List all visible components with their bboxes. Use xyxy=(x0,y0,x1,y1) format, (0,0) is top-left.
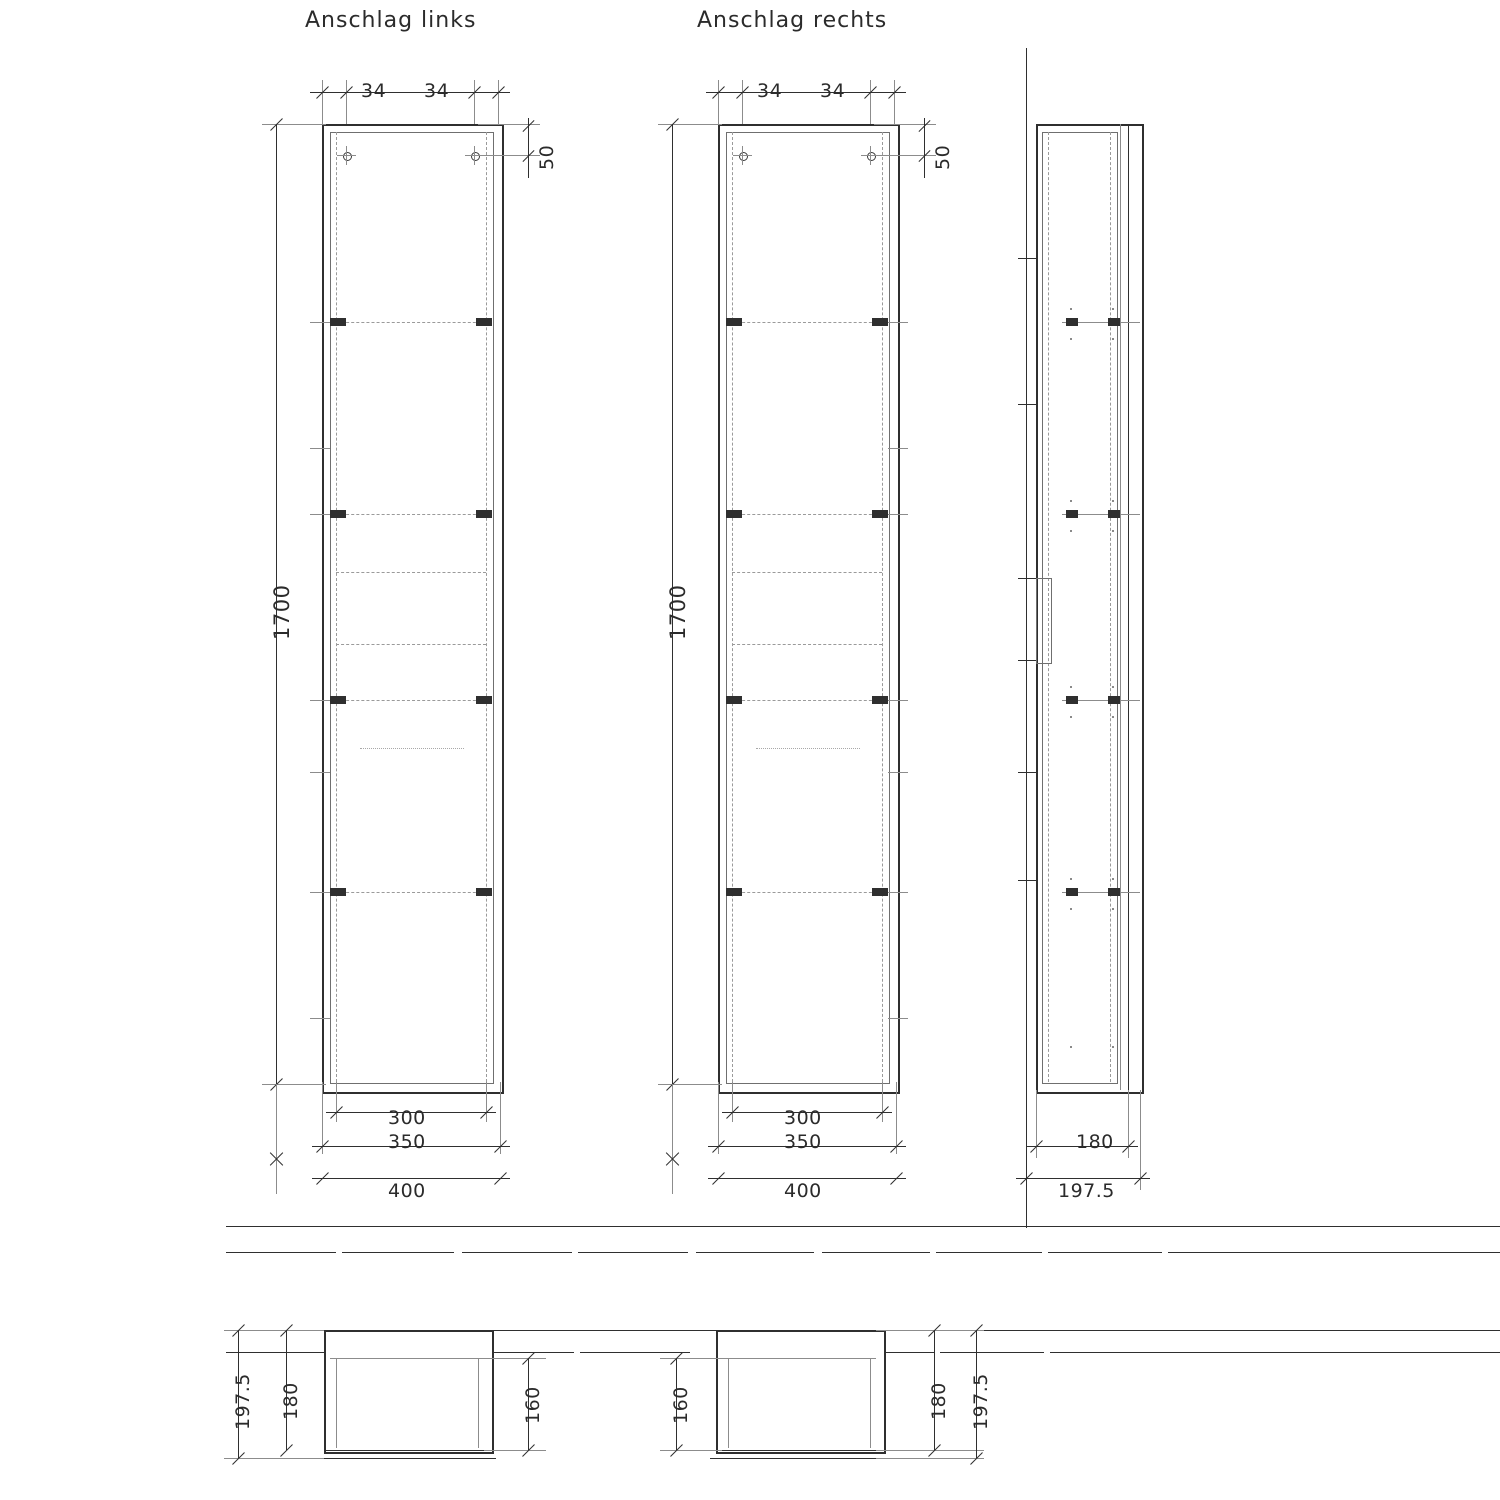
dim-34-a: 34 xyxy=(361,80,387,102)
dim-1700: 1700 xyxy=(270,584,294,640)
shelf-line xyxy=(732,514,882,515)
ext-line xyxy=(1128,1090,1129,1158)
dim-400: 400 xyxy=(388,1180,426,1202)
shelf-bracket xyxy=(476,318,492,326)
plan-inner-line xyxy=(722,1358,876,1359)
shelf-bracket xyxy=(330,318,346,326)
hole-dot xyxy=(1112,1046,1114,1048)
section-bottom-edge xyxy=(1168,1252,1500,1253)
cabinet-inner-outline-right xyxy=(726,132,890,1084)
ext-line xyxy=(894,80,895,125)
ext-line xyxy=(336,1082,337,1122)
section-bottom-edge xyxy=(578,1252,688,1253)
dim-197-5: 197.5 xyxy=(1058,1180,1115,1202)
plan-edge xyxy=(488,1352,574,1353)
shelf-bracket xyxy=(330,510,346,518)
section-top-edge xyxy=(226,1226,1500,1227)
inner-dashed-line xyxy=(882,132,883,1082)
hole-dot xyxy=(1070,308,1072,310)
shelf-bracket xyxy=(476,510,492,518)
ext-line xyxy=(486,1082,487,1122)
ext-line xyxy=(262,1084,326,1085)
dim-line-400 xyxy=(708,1178,906,1179)
ext-line xyxy=(876,1458,984,1459)
dim-160-plan-left: 160 xyxy=(522,1386,544,1424)
dim-197-5-plan-left: 197.5 xyxy=(232,1373,254,1430)
fixing-hole xyxy=(739,152,748,161)
mid-band-line xyxy=(732,644,882,645)
ext-tick xyxy=(310,892,330,893)
fixing-hole xyxy=(471,152,480,161)
hinge-notch xyxy=(1018,258,1038,259)
shelf-bracket xyxy=(330,696,346,704)
dim-350-right: 350 xyxy=(784,1131,822,1153)
shelf-bracket xyxy=(872,318,888,326)
dim-400-right: 400 xyxy=(784,1180,822,1202)
plan-inner-line xyxy=(728,1358,729,1448)
ext-tick xyxy=(888,514,908,515)
fixing-hole xyxy=(343,152,352,161)
hole-dot xyxy=(1112,878,1114,880)
hole-dot xyxy=(1112,716,1114,718)
hinge-notch xyxy=(1018,660,1038,661)
plan-inner-line xyxy=(336,1358,337,1448)
ext-tick xyxy=(888,700,908,701)
shelf-line xyxy=(336,892,486,893)
plan-front-panel xyxy=(710,1458,882,1459)
dotted-detail-line xyxy=(756,748,860,749)
dim-160-plan-right: 160 xyxy=(670,1386,692,1424)
door-panel-line xyxy=(1120,124,1121,1090)
dim-180: 180 xyxy=(1076,1131,1114,1153)
hole-dot xyxy=(1112,530,1114,532)
dim-34-b: 34 xyxy=(424,80,450,102)
dim-350: 350 xyxy=(388,1131,426,1153)
ext-line xyxy=(484,1358,546,1359)
shelf-bracket xyxy=(330,888,346,896)
hole-dot xyxy=(1112,686,1114,688)
shelf-line xyxy=(336,322,486,323)
hole-dot xyxy=(1070,908,1072,910)
plan-front-panel xyxy=(324,1458,496,1459)
hole-dot xyxy=(1070,500,1072,502)
dim-180-plan-right: 180 xyxy=(928,1382,950,1420)
ext-line xyxy=(876,1450,984,1451)
mid-band-line xyxy=(336,644,486,645)
hole-dot xyxy=(1112,500,1114,502)
plan-inner-line xyxy=(870,1358,871,1448)
ext-line xyxy=(276,1084,277,1194)
shelf-line xyxy=(732,322,882,323)
plan-front-panel xyxy=(710,1450,882,1451)
ext-line xyxy=(484,1450,546,1451)
shelf-line xyxy=(336,700,486,701)
ext-line xyxy=(732,1082,733,1122)
shelf-line xyxy=(336,514,486,515)
shelf-line xyxy=(732,700,882,701)
hinge-notch xyxy=(1018,578,1038,579)
hole-dot xyxy=(1070,716,1072,718)
shelf-bracket xyxy=(872,696,888,704)
door-panel-line xyxy=(1128,124,1129,1090)
dim-34-b-right: 34 xyxy=(820,80,846,102)
hole-dot xyxy=(1070,686,1072,688)
shelf-bracket xyxy=(1108,888,1120,896)
ext-line xyxy=(658,1084,722,1085)
hole-crosshair xyxy=(870,146,871,165)
inner-dashed-line xyxy=(336,132,337,1082)
hole-crosshair xyxy=(742,146,743,165)
wall-reference-line xyxy=(1026,48,1027,1228)
dim-300: 300 xyxy=(388,1107,426,1129)
plan-edge xyxy=(886,1352,934,1353)
ext-line xyxy=(718,1082,719,1154)
ext-tick xyxy=(310,1018,330,1019)
hole-crosshair xyxy=(474,146,475,165)
ext-line xyxy=(322,1082,323,1154)
shelf-bracket xyxy=(872,510,888,518)
ext-tick xyxy=(888,772,908,773)
shelf-bracket xyxy=(872,888,888,896)
ext-line xyxy=(500,1082,501,1154)
shelf-bracket xyxy=(1108,510,1120,518)
dotted-detail-line xyxy=(360,748,464,749)
section-bottom-edge xyxy=(1048,1252,1162,1253)
dim-1700-right: 1700 xyxy=(666,584,690,640)
dim-line-197-5 xyxy=(1016,1178,1150,1179)
section-bottom-edge xyxy=(936,1252,1042,1253)
ext-tick xyxy=(310,322,330,323)
shelf-bracket xyxy=(1108,318,1120,326)
ext-line xyxy=(660,1358,722,1359)
ext-tick xyxy=(888,322,908,323)
dim-line-holes xyxy=(310,92,510,93)
inner-dashed-line xyxy=(486,132,487,1082)
inner-dashed-line xyxy=(1110,132,1111,1082)
hinge-notch xyxy=(1018,772,1038,773)
ext-tick xyxy=(888,892,908,893)
hole-dot xyxy=(1112,908,1114,910)
hinge-notch xyxy=(1018,880,1038,881)
shelf-bracket xyxy=(1108,696,1120,704)
section-bottom-edge xyxy=(822,1252,930,1253)
ext-line xyxy=(1140,1090,1141,1190)
ext-tick xyxy=(310,700,330,701)
ext-line xyxy=(882,1082,883,1122)
hinge-notch xyxy=(1018,404,1038,405)
plan-edge xyxy=(940,1352,1044,1353)
plan-inner-line xyxy=(330,1358,484,1359)
ext-line xyxy=(718,80,719,125)
shelf-line xyxy=(732,892,882,893)
ext-tick xyxy=(888,1018,908,1019)
shelf-bracket xyxy=(1066,318,1078,326)
plan-edge xyxy=(226,1352,338,1353)
cabinet-side-inner xyxy=(1042,132,1118,1084)
ext-line xyxy=(322,80,323,125)
dim-50-right: 50 xyxy=(932,144,954,170)
dim-34-a-right: 34 xyxy=(757,80,783,102)
ext-line xyxy=(498,80,499,125)
shelf-bracket xyxy=(1066,696,1078,704)
plan-box-left xyxy=(324,1330,494,1454)
shelf-bracket xyxy=(476,696,492,704)
ext-tick xyxy=(310,514,330,515)
ext-line xyxy=(874,155,936,156)
ext-line xyxy=(876,1330,984,1331)
ext-line xyxy=(262,124,326,125)
ext-tick xyxy=(888,448,908,449)
hole-dot xyxy=(1112,308,1114,310)
plan-front-panel xyxy=(324,1450,496,1451)
ext-tick xyxy=(310,448,330,449)
dim-300-right: 300 xyxy=(784,1107,822,1129)
dim-197-5-plan-right: 197.5 xyxy=(970,1373,992,1430)
hinge-plate xyxy=(1036,578,1052,664)
shelf-bracket xyxy=(1066,888,1078,896)
dim-50: 50 xyxy=(536,144,558,170)
section-bottom-edge xyxy=(342,1252,454,1253)
view-title-left: Anschlag links xyxy=(305,8,477,33)
ext-line xyxy=(672,1084,673,1194)
plan-inner-line xyxy=(478,1358,479,1448)
section-bottom-edge xyxy=(696,1252,814,1253)
mid-band-line xyxy=(732,572,882,573)
dim-180-plan-left: 180 xyxy=(280,1382,302,1420)
shelf-bracket xyxy=(726,696,742,704)
shelf-bracket xyxy=(726,318,742,326)
shelf-bracket xyxy=(476,888,492,896)
section-bottom-edge xyxy=(226,1252,336,1253)
ext-line xyxy=(1036,1090,1037,1158)
ext-tick xyxy=(310,772,330,773)
fixing-hole xyxy=(867,152,876,161)
plan-edge xyxy=(1050,1352,1500,1353)
view-title-right: Anschlag rechts xyxy=(697,8,888,33)
dim-line-400 xyxy=(312,1178,510,1179)
shelf-bracket xyxy=(726,510,742,518)
hole-dot xyxy=(1070,878,1072,880)
shelf-bracket xyxy=(1066,510,1078,518)
ext-line xyxy=(660,1450,722,1451)
dim-line-holes xyxy=(706,92,906,93)
hole-dot xyxy=(1112,338,1114,340)
hole-dot xyxy=(1070,338,1072,340)
hole-crosshair xyxy=(346,146,347,165)
ext-line xyxy=(478,155,540,156)
inner-dashed-line xyxy=(732,132,733,1082)
shelf-bracket xyxy=(726,888,742,896)
cabinet-inner-outline-left xyxy=(330,132,494,1084)
mid-band-line xyxy=(336,572,486,573)
ext-line xyxy=(896,1082,897,1154)
ext-line xyxy=(658,124,722,125)
plan-box-right xyxy=(716,1330,886,1454)
section-bottom-edge xyxy=(462,1252,572,1253)
plan-edge xyxy=(580,1352,690,1353)
hole-dot xyxy=(1070,530,1072,532)
hole-dot xyxy=(1070,1046,1072,1048)
